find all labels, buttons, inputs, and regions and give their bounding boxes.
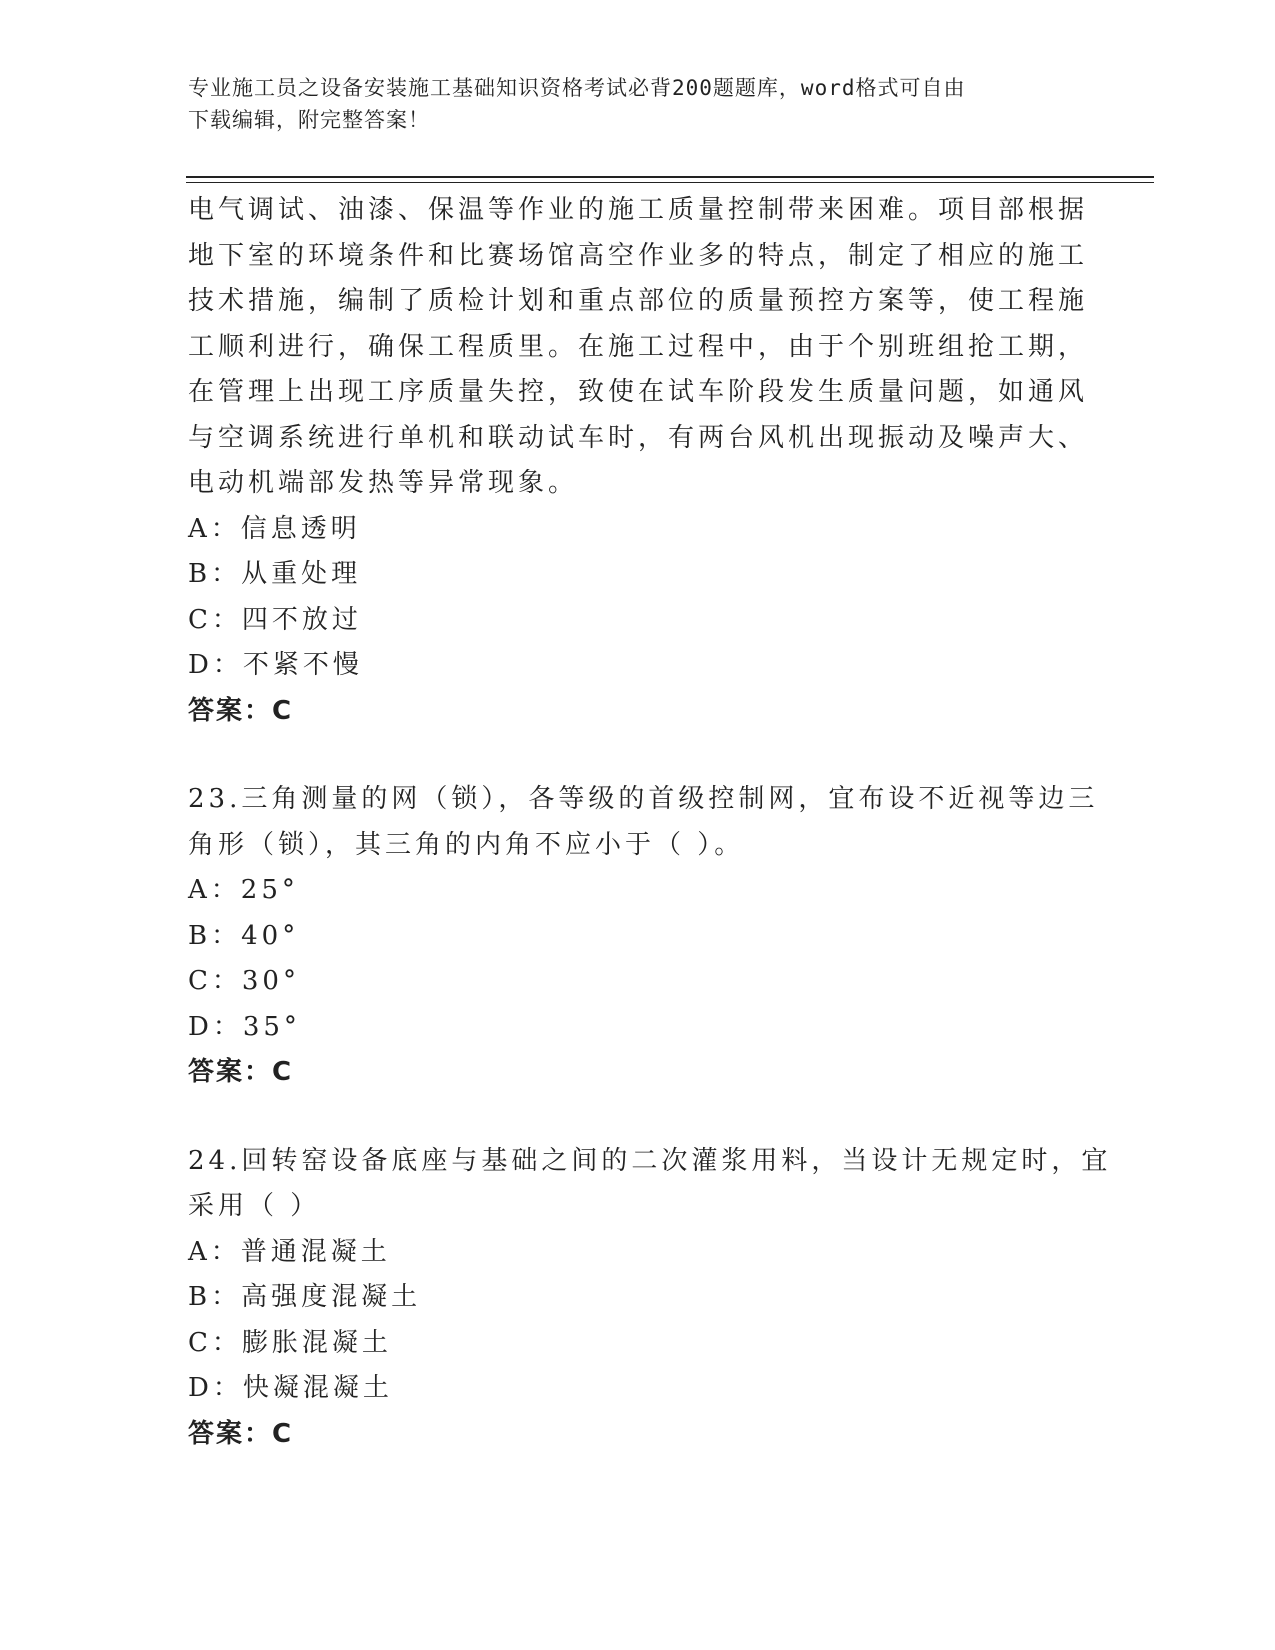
answer-line: 答案：C (188, 1057, 294, 1087)
option-d: D：35° (188, 1011, 301, 1042)
question-stem-line: 技术措施，编制了质检计划和重点部位的质量预控方案等，使工程施 (188, 286, 1089, 316)
question-stem-line: 地下室的环境条件和比赛场馆高空作业多的特点，制定了相应的施工 (188, 240, 1089, 271)
header-divider-thin (186, 182, 1154, 183)
question-stem-line: 在管理上出现工序质量失控，致使在试车阶段发生质量问题，如通风 (188, 377, 1089, 407)
question-stem-line: 电动机端部发热等异常现象。 (188, 468, 579, 498)
option-b: B：高强度混凝土 (188, 1282, 422, 1312)
question-stem-line: 角形（锁），其三角的内角不应小于（ ）。 (188, 829, 745, 860)
answer-line: 答案：C (188, 695, 294, 726)
option-b: B：40° (188, 920, 300, 951)
option-c: C：四不放过 (188, 604, 362, 635)
question-stem-line: 与空调系统进行单机和联动试车时，有两台风机出现振动及噪声大、 (188, 422, 1089, 453)
option-c: C：30° (188, 966, 300, 996)
option-a: A：普通混凝土 (188, 1236, 391, 1267)
question-stem-line: 电气调试、油漆、保温等作业的施工质量控制带来困难。项目部根据 (188, 195, 1089, 225)
option-c: C：膨胀混凝土 (188, 1327, 392, 1358)
option-a: A：信息透明 (188, 513, 361, 544)
header-divider-thick (186, 176, 1154, 178)
option-b: B：从重处理 (188, 559, 362, 589)
document-header (188, 72, 1068, 136)
question-spacer (188, 734, 1088, 777)
document-body (188, 188, 1112, 1457)
question-23 (188, 777, 1099, 1096)
question-stem-line: 工顺利进行，确保工程质里。在施工过程中，由于个别班组抢工期， (188, 331, 1089, 362)
option-a: A：25° (188, 875, 299, 905)
option-d: D：快凝混凝土 (188, 1373, 393, 1403)
option-d: D：不紧不慢 (188, 650, 363, 680)
header-title-line-2: 下载编辑，附完整答案！ (188, 108, 430, 132)
header-title-line-1: 专业施工员之设备安装施工基础知识资格考试必背200题题库，word格式可自由 (188, 76, 966, 100)
question-stem-line: 23.三角测量的网（锁），各等级的首级控制网，宜布设不近视等边三 (188, 784, 1099, 814)
question-stem-line: 24.回转窑设备底座与基础之间的二次灌浆用料，当设计无规定时，宜 (188, 1145, 1112, 1176)
question-22 (188, 188, 1088, 734)
answer-line: 答案：C (188, 1418, 294, 1449)
question-stem-line: 采用（ ） (188, 1191, 321, 1221)
question-spacer (188, 1096, 1088, 1139)
question-24 (188, 1139, 1112, 1458)
